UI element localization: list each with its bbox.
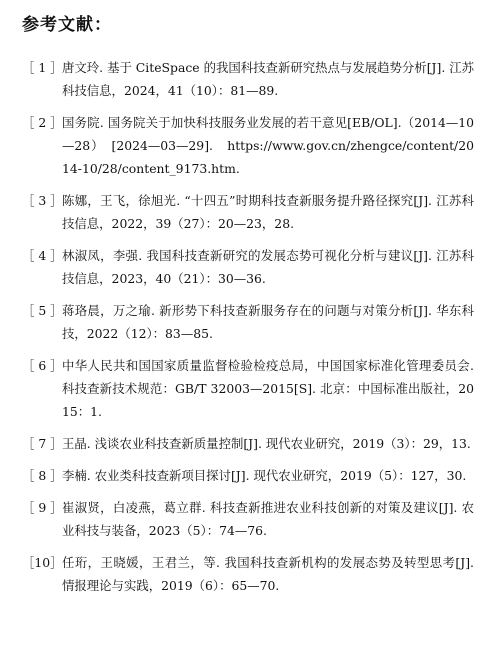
reference-item [0,299,500,345]
reference-text: 任珩，王晓媛，王君兰，等. 我国科技查新机构的发展态势及转型思考[J]. 情报理论与实践，2019（6）：65—70. [62,555,474,593]
reference-item [0,551,500,597]
reference-item [0,189,500,235]
reference-text: 陈娜，王飞，徐旭光. “十四五”时期科技查新服务提升路径探究[J]. 江苏科技信息，2022，39（27）：20—23，28. [62,193,474,231]
reference-text: 王晶. 浅谈农业科技查新质量控制[J]. 现代农业研究，2019（3）：29，13. [62,436,471,451]
reference-item [0,432,500,455]
reference-number: ［ 3 ］ [22,193,63,208]
reference-text: 国务院. 国务院关于加快科技服务业发展的若干意见[EB/OL].（2014—10—28） [2024—03—29]. https://www.gov.cn/zhengce/content/2014-10/28/content_9173.htm. [62,115,474,176]
reference-text: 崔淑贤，白凌燕，葛立群. 科技查新推进农业科技创新的对策及建议[J]. 农业科技与装备，2023（5）：74—76. [62,500,474,538]
reference-text: 李楠. 农业类科技查新项目探讨[J]. 现代农业研究，2019（5）：127，30. [62,468,467,483]
reference-number: ［10］ [22,555,63,570]
reference-number: ［ 7 ］ [22,436,63,451]
reference-item [0,496,500,542]
reference-text: 林淑凤，李强. 我国科技查新研究的发展态势可视化分析与建议[J]. 江苏科技信息，2023，40（21）：30—36. [62,248,474,286]
reference-item [0,464,500,487]
reference-text: 唐文玲. 基于 CiteSpace 的我国科技查新研究热点与发展趋势分析[J]. 江苏科技信息，2024，41（10）：81—89. [62,60,474,98]
reference-text: 中华人民共和国国家质量监督检验检疫总局，中国国家标准化管理委员会. 科技查新技术规范：GB/T 32003—2015[S]. 北京：中国标准出版社，2015：1. [62,358,474,419]
reference-number: ［ 8 ］ [22,468,63,483]
reference-item [0,56,500,102]
reference-item [0,354,500,423]
reference-number: ［ 4 ］ [22,248,63,263]
reference-item [0,244,500,290]
reference-number: ［ 9 ］ [22,500,63,515]
references-heading: 参考文献： [22,15,112,35]
reference-item [0,111,500,180]
reference-number: ［ 6 ］ [22,358,63,373]
reference-text: 蒋珞晨，万之瑜. 新形势下科技查新服务存在的问题与对策分析[J]. 华东科技，2022（12）：83—85. [62,303,474,341]
reference-number: ［ 1 ］ [22,60,63,75]
reference-list [0,56,500,597]
reference-number: ［ 2 ］ [22,115,63,130]
reference-number: ［ 5 ］ [22,303,63,318]
